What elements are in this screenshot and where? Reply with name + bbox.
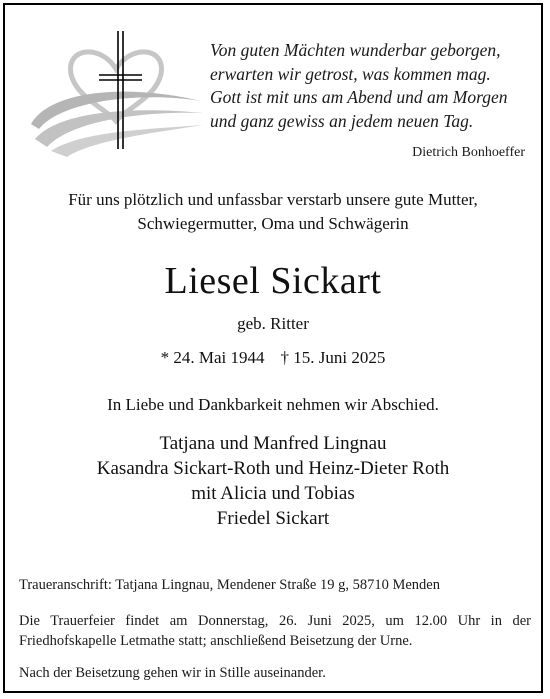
intro-text	[5, 188, 541, 236]
heart-cross-emblem	[21, 29, 211, 159]
birth-name: geb. Ritter	[237, 314, 309, 333]
intro-line: Schwiegermutter, Oma und Schwägerin	[137, 214, 409, 233]
poem	[210, 39, 540, 133]
funeral-service-info: Die Trauerfeier findet am Donnerstag, 26. Juni 2025, um 12.00 Uhr in der Friedhofskapelle Letmathe statt; anschließend Beisetzung der Urne.	[19, 613, 531, 649]
poem-author: Dietrich Bonhoeffer	[412, 145, 525, 160]
mourner-line: Friedel Sickart	[216, 508, 330, 529]
birth-date: * 24. Mai 1944	[160, 348, 265, 367]
death-date: † 15. Juni 2025	[280, 348, 386, 367]
intro-line: Für uns plötzlich und unfassbar verstarb unsere gute Mutter,	[68, 190, 478, 209]
mourner-line: mit Alicia und Tobias	[191, 483, 355, 504]
poem-line: erwarten wir getrost, was kommen mag.	[210, 63, 491, 84]
mourners-list	[5, 431, 541, 531]
poem-line: Gott ist mit uns am Abend und am Morgen	[210, 87, 508, 107]
obituary-card	[3, 3, 543, 693]
poem-line: Von guten Mächten wunderbar geborgen,	[210, 40, 501, 60]
mourner-line: Tatjana und Manfred Lingnau	[159, 433, 387, 454]
farewell-text: In Liebe und Dankbarkeit nehmen wir Abschied.	[107, 395, 439, 414]
closing-note: Nach der Beisetzung gehen wir in Stille auseinander.	[19, 665, 326, 681]
deceased-name: Liesel Sickart	[164, 260, 382, 302]
mourner-line: Kasandra Sickart-Roth und Heinz-Dieter Roth	[96, 458, 450, 479]
poem-line: und ganz gewiss an jedem neuen Tag.	[210, 110, 474, 131]
life-dates	[5, 348, 541, 368]
mourning-address: Traueranschrift: Tatjana Lingnau, Mendener Straße 19 g, 58710 Menden	[19, 577, 440, 593]
